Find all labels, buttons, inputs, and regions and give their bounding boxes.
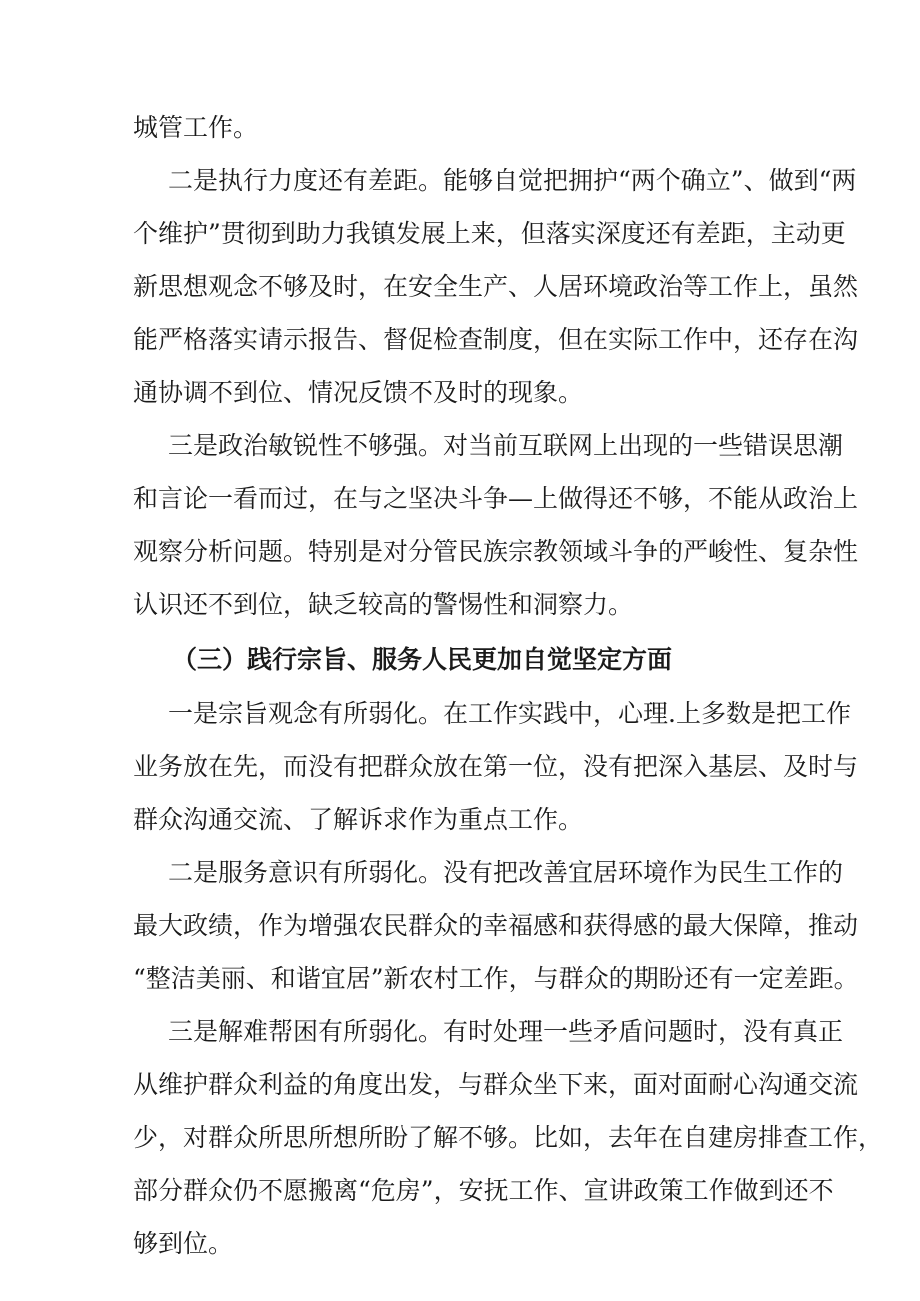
paragraph-line: 和言论一看而过，在与之坚决斗争—上做得还不够，不能从政治上 (133, 484, 859, 513)
paragraph-line: 二是执行力度还有差距。能够自觉把拥护“两个确立”、做到“两 (168, 166, 857, 195)
paragraph-line: 三是解难帮困有所弱化。有时处理一些矛盾问题时，没有真正 (168, 1017, 844, 1046)
section-heading: （三）践行宗旨、服务人民更加自觉坚定方面 (172, 645, 673, 674)
paragraph-line: “整洁美丽、和谐宜居”新农村工作，与群众的期盼还有一定差距。 (133, 964, 859, 993)
paragraph-line: 新思想观念不够及时，在安全生产、人居环境政治等工作上，虽然 (133, 272, 859, 301)
paragraph-line: 通协调不到位、情况反馈不及时的现象。 (133, 378, 584, 407)
paragraph-line: 部分群众仍不愿搬离“危房”，安抚工作、宣讲政策工作做到还不 (133, 1176, 834, 1205)
paragraph-line: 城管工作。 (133, 113, 259, 142)
paragraph-line: 业务放在先，而没有把群众放在第一位，没有把深入基层、及时与 (133, 752, 859, 781)
paragraph-line: 认识还不到位，缺乏较高的警惕性和洞察力。 (133, 590, 634, 619)
paragraph-line: 够到位。 (133, 1229, 234, 1258)
paragraph-line: 从维护群众利益的角度出发，与群众坐下来，面对面耐心沟通交流 (133, 1070, 859, 1099)
paragraph-line: 少，对群众所思所想所盼了解不够。比如，去年在自建房排查工作， (133, 1123, 884, 1152)
paragraph-line: 一是宗旨观念有所弱化。在工作实践中，心理.上多数是把工作 (168, 699, 851, 728)
paragraph-line: 三是政治敏锐性不够强。对当前互联网上出现的一些错误思潮 (168, 431, 844, 460)
paragraph-line: 观察分析问题。特别是对分管民族宗教领域斗争的严峻性、复杂性 (133, 537, 859, 566)
paragraph-line: 二是服务意识有所弱化。没有把改善宜居环境作为民生工作的 (168, 858, 844, 887)
paragraph-line: 最大政绩，作为增强农民群众的幸福感和获得感的最大保障，推动 (133, 911, 859, 940)
paragraph-line: 群众沟通交流、了解诉求作为重点工作。 (133, 805, 584, 834)
paragraph-line: 个维护”贯彻到助力我镇发展上来，但落实深度还有差距，主动更 (133, 219, 846, 248)
paragraph-line: 能严格落实请示报告、督促检查制度，但在实际工作中，还存在沟 (133, 325, 859, 354)
